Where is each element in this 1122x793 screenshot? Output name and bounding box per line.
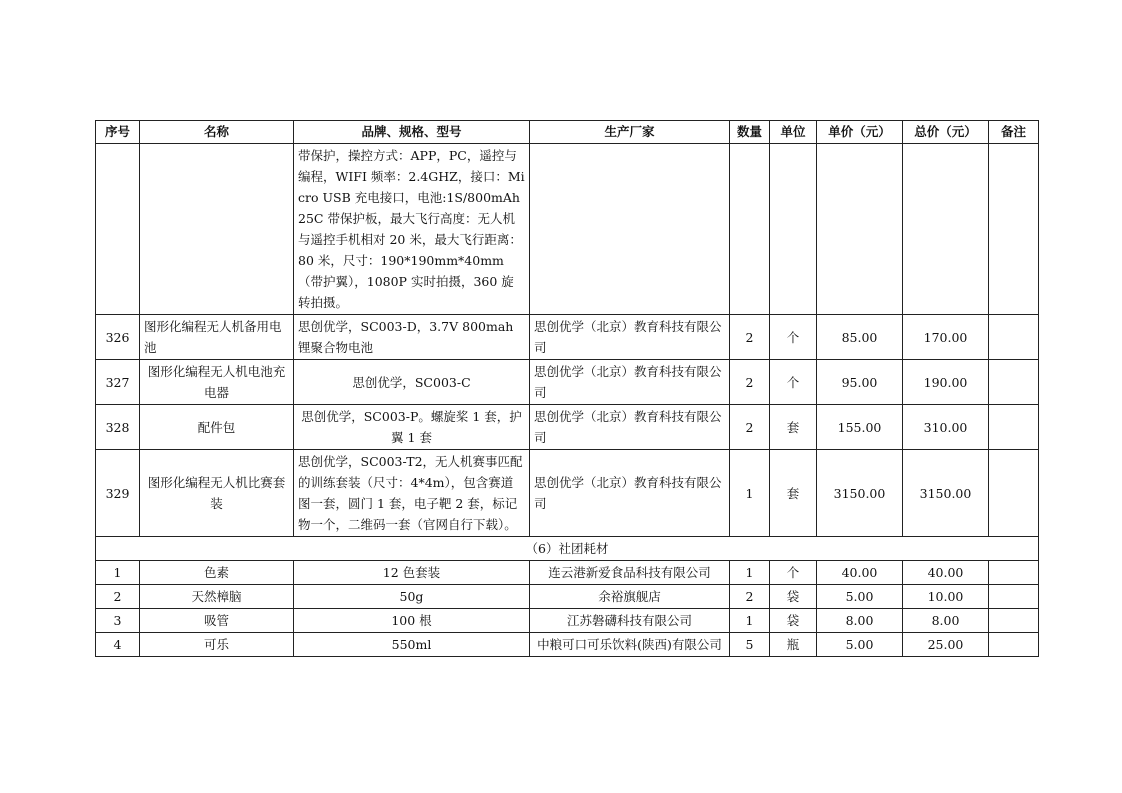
maker-cell: 余裕旗舰店 — [530, 585, 730, 609]
name-cell: 色素 — [140, 561, 294, 585]
spec-cell: 50g — [294, 585, 530, 609]
spec-cell: 思创优学，SC003-T2，无人机赛事匹配的训练套装（尺寸：4*4m），包含赛道图一套，圆门 1 套，电子靶 2 套，标记物一个，二维码一套（官网自行下载）。 — [294, 450, 530, 537]
spec-cell: 思创优学，SC003-D，3.7V 800mah 锂聚合物电池 — [294, 315, 530, 360]
no-cell: 3 — [96, 609, 140, 633]
unit-cell: 套 — [770, 405, 817, 450]
qty-cell: 2 — [730, 585, 770, 609]
qty-cell: 5 — [730, 633, 770, 657]
maker-cell: 思创优学（北京）教育科技有限公司 — [530, 315, 730, 360]
unit-cell: 瓶 — [770, 633, 817, 657]
qty-cell: 1 — [730, 450, 770, 537]
name-cell: 天然樟脑 — [140, 585, 294, 609]
table-row — [96, 405, 1039, 450]
header-price: 单价（元） — [817, 121, 903, 144]
spec-cell: 550ml — [294, 633, 530, 657]
total-cell: 25.00 — [903, 633, 989, 657]
name-cell: 配件包 — [140, 405, 294, 450]
note-cell — [989, 585, 1039, 609]
table-row — [96, 450, 1039, 537]
spec-cell: 思创优学，SC003-C — [294, 360, 530, 405]
total-cell: 10.00 — [903, 585, 989, 609]
total-cell: 310.00 — [903, 405, 989, 450]
header-spec: 品牌、规格、型号 — [294, 121, 530, 144]
price-cell: 5.00 — [817, 585, 903, 609]
price-cell: 8.00 — [817, 609, 903, 633]
table-row — [96, 609, 1039, 633]
note-cell — [989, 633, 1039, 657]
price-cell: 5.00 — [817, 633, 903, 657]
equipment-table — [95, 120, 1039, 657]
unit-cell: 套 — [770, 450, 817, 537]
total-cell: 40.00 — [903, 561, 989, 585]
note-cell — [989, 450, 1039, 537]
name-cell: 可乐 — [140, 633, 294, 657]
header-qty: 数量 — [730, 121, 770, 144]
table-row — [96, 315, 1039, 360]
total-cell: 170.00 — [903, 315, 989, 360]
no-cell: 2 — [96, 585, 140, 609]
note-cell — [989, 315, 1039, 360]
no-cell: 1 — [96, 561, 140, 585]
spec-cell: 100 根 — [294, 609, 530, 633]
note-cell — [989, 561, 1039, 585]
name-cell: 吸管 — [140, 609, 294, 633]
total-cell: 190.00 — [903, 360, 989, 405]
unit-cell: 个 — [770, 360, 817, 405]
table-row-continued — [96, 144, 1039, 315]
header-row — [96, 121, 1039, 144]
price-cell: 40.00 — [817, 561, 903, 585]
price-cell: 3150.00 — [817, 450, 903, 537]
price-cell: 155.00 — [817, 405, 903, 450]
section-title: （6）社团耗材 — [96, 537, 1039, 561]
header-maker: 生产厂家 — [530, 121, 730, 144]
note-cell — [989, 405, 1039, 450]
table-row — [96, 633, 1039, 657]
note-cell — [989, 360, 1039, 405]
maker-cell: 连云港新爱食品科技有限公司 — [530, 561, 730, 585]
maker-cell: 思创优学（北京）教育科技有限公司 — [530, 405, 730, 450]
maker-cell: 思创优学（北京）教育科技有限公司 — [530, 360, 730, 405]
unit-cell: 个 — [770, 561, 817, 585]
note-cell — [989, 609, 1039, 633]
table-row — [96, 561, 1039, 585]
maker-cell: 江苏磐礴科技有限公司 — [530, 609, 730, 633]
maker-cell: 思创优学（北京）教育科技有限公司 — [530, 450, 730, 537]
spec-cell: 12 色套装 — [294, 561, 530, 585]
unit-cell: 袋 — [770, 609, 817, 633]
no-cell: 329 — [96, 450, 140, 537]
qty-cell: 1 — [730, 561, 770, 585]
no-cell: 328 — [96, 405, 140, 450]
maker-cell: 中粮可口可乐饮料(陕西)有限公司 — [530, 633, 730, 657]
name-cell: 图形化编程无人机电池充电器 — [140, 360, 294, 405]
price-cell: 95.00 — [817, 360, 903, 405]
no-cell: 327 — [96, 360, 140, 405]
table-row — [96, 585, 1039, 609]
qty-cell: 2 — [730, 405, 770, 450]
unit-cell: 袋 — [770, 585, 817, 609]
section-row — [96, 537, 1039, 561]
header-no: 序号 — [96, 121, 140, 144]
header-unit: 单位 — [770, 121, 817, 144]
no-cell: 326 — [96, 315, 140, 360]
total-cell: 3150.00 — [903, 450, 989, 537]
qty-cell: 2 — [730, 360, 770, 405]
header-name: 名称 — [140, 121, 294, 144]
qty-cell: 1 — [730, 609, 770, 633]
price-cell: 85.00 — [817, 315, 903, 360]
name-cell: 图形化编程无人机比赛套装 — [140, 450, 294, 537]
qty-cell: 2 — [730, 315, 770, 360]
name-cell: 图形化编程无人机备用电池 — [140, 315, 294, 360]
total-cell: 8.00 — [903, 609, 989, 633]
spec-cell: 带保护，操控方式：APP，PC，遥控与编程，WIFI 频率：2.4GHZ，接口：Micro USB 充电接口，电池:1S/800mAh 25C 带保护板，最大飞行高度：无人机与遥控手机相对 20 米，最大飞行距离：80 米，尺寸：190*190mm*40mm（带护翼），1080P 实时拍摄，360 旋转拍摄。 — [294, 144, 530, 315]
table-row — [96, 360, 1039, 405]
header-total: 总价（元） — [903, 121, 989, 144]
header-note: 备注 — [989, 121, 1039, 144]
spec-cell: 思创优学，SC003-P。螺旋桨 1 套，护翼 1 套 — [294, 405, 530, 450]
no-cell: 4 — [96, 633, 140, 657]
unit-cell: 个 — [770, 315, 817, 360]
